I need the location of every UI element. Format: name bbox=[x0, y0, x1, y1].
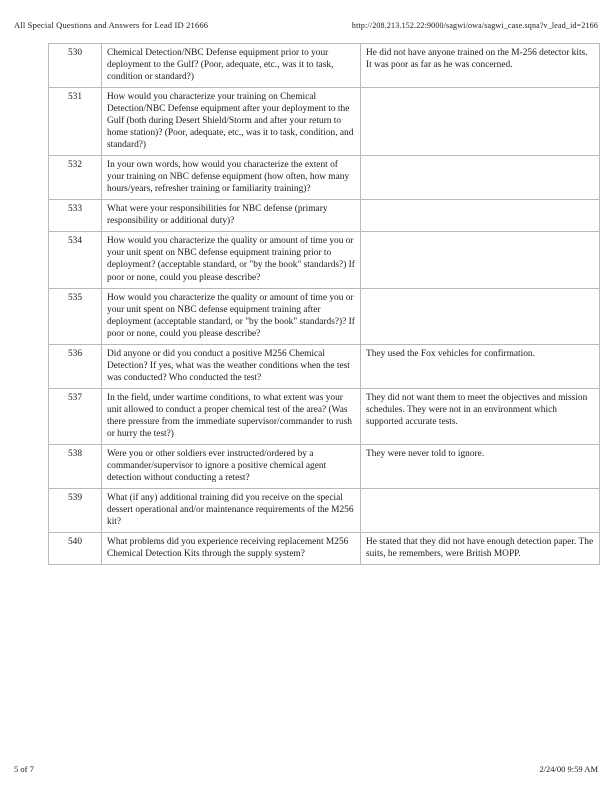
row-id: 532 bbox=[49, 156, 102, 200]
row-answer bbox=[361, 488, 600, 532]
row-answer: They used the Fox vehicles for confirmation. bbox=[361, 344, 600, 388]
table-row bbox=[49, 388, 600, 444]
table-row bbox=[49, 88, 600, 156]
row-id: 536 bbox=[49, 344, 102, 388]
row-id: 533 bbox=[49, 200, 102, 232]
header-url: http://208.213.152.22:9000/sagwi/owa/sagwi_case.sqna?v_lead_id=2166 bbox=[351, 21, 598, 30]
row-answer bbox=[361, 88, 600, 156]
row-answer bbox=[361, 288, 600, 344]
row-answer: He stated that they did not have enough detection paper. The suits, he remembers, were British MOPP. bbox=[361, 533, 600, 565]
row-id: 540 bbox=[49, 533, 102, 565]
row-question: How would you characterize your training on Chemical Detection/NBC Defense equipment after your deployment to the Gulf (both during Desert Shield/Storm and after your return to home station)? (Poor, adequate, etc., was it to task, condition, and standard?) bbox=[102, 88, 361, 156]
row-id: 535 bbox=[49, 288, 102, 344]
row-id: 538 bbox=[49, 444, 102, 488]
row-question: In the field, under wartime conditions, to what extent was your unit allowed to conduct a proper chemical test of the area? (Was there pressure from the immediate supervisor/commander to rush or hurry the test?) bbox=[102, 388, 361, 444]
row-question: How would you characterize the quality or amount of time you or your unit spent on NBC defense equipment training after deployment (acceptable standard, or "by the book" standards?)? If poor or none, could you please describe? bbox=[102, 288, 361, 344]
row-question: What (if any) additional training did you receive on the special dessert operational and/or maintenance requirements of the M256 kit? bbox=[102, 488, 361, 532]
table-row bbox=[49, 288, 600, 344]
table-row bbox=[49, 232, 600, 288]
row-question: Were you or other soldiers ever instructed/ordered by a commander/supervisor to ignore a positive chemical agent detection without conducting a retest? bbox=[102, 444, 361, 488]
row-id: 537 bbox=[49, 388, 102, 444]
questions-table-wrapper bbox=[48, 43, 594, 565]
row-id: 534 bbox=[49, 232, 102, 288]
row-id: 530 bbox=[49, 44, 102, 88]
print-timestamp: 2/24/00 9:59 AM bbox=[539, 764, 598, 774]
row-question: Did anyone or did you conduct a positive M256 Chemical Detection? If yes, what was the weather conditions when the test was conducted? Who conducted the test? bbox=[102, 344, 361, 388]
page-number: 5 of 7 bbox=[14, 764, 34, 774]
row-question: What problems did you experience receiving replacement M256 Chemical Detection Kits through the supply system? bbox=[102, 533, 361, 565]
table-row bbox=[49, 44, 600, 88]
table-row bbox=[49, 156, 600, 200]
row-id: 531 bbox=[49, 88, 102, 156]
row-id: 539 bbox=[49, 488, 102, 532]
table-row bbox=[49, 444, 600, 488]
page-header bbox=[14, 20, 598, 30]
table-row bbox=[49, 200, 600, 232]
row-answer bbox=[361, 156, 600, 200]
table-row bbox=[49, 488, 600, 532]
row-question: Chemical Detection/NBC Defense equipment prior to your deployment to the Gulf? (Poor, adequate, etc., was it to task, condition or standard?) bbox=[102, 44, 361, 88]
questions-table bbox=[48, 43, 600, 565]
row-question: In your own words, how would you characterize the extent of your training on NBC defense equipment (how often, how many hours/years, refresher training or familiarity training)? bbox=[102, 156, 361, 200]
row-answer: They did not want them to meet the objectives and mission schedules. They were not in an environment which supported accurate tests. bbox=[361, 388, 600, 444]
table-row bbox=[49, 344, 600, 388]
row-answer: He did not have anyone trained on the M-256 detector kits. It was poor as far as he was concerned. bbox=[361, 44, 600, 88]
row-answer bbox=[361, 232, 600, 288]
table-row bbox=[49, 533, 600, 565]
row-answer bbox=[361, 200, 600, 232]
row-question: How would you characterize the quality or amount of time you or your unit spent on NBC defense equipment training prior to deployment? (acceptable standard, or "by the book" standards?) If poor or none, could you please describe? bbox=[102, 232, 361, 288]
page-footer bbox=[14, 764, 598, 774]
questions-table-body bbox=[49, 44, 600, 565]
header-title: All Special Questions and Answers for Lead ID 21666 bbox=[14, 20, 209, 30]
row-answer: They were never told to ignore. bbox=[361, 444, 600, 488]
row-question: What were your responsibilities for NBC defense (primary responsibility or additional duty)? bbox=[102, 200, 361, 232]
